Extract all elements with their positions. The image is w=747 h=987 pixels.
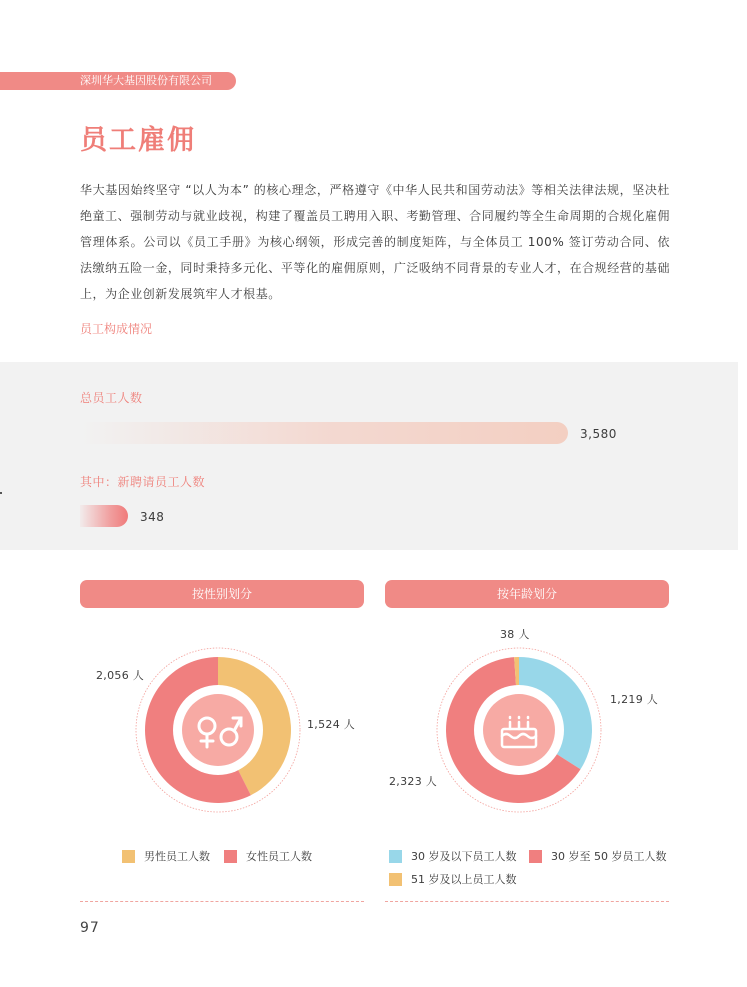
company-name-banner: 深圳华大基因股份有限公司 <box>0 72 236 90</box>
legend-text-over51: 51 岁及以上员工人数 <box>411 873 517 886</box>
under30-count-label: 1,219 人 <box>610 693 659 706</box>
male-count-label: 1,524 人 <box>307 718 356 731</box>
legend-swatch-over51 <box>389 873 402 886</box>
edge-mark <box>0 492 2 494</box>
mid-age-count-label: 2,323 人 <box>389 775 438 788</box>
new-hires-bar <box>80 505 128 527</box>
legend-swatch-male <box>122 850 135 863</box>
legend-female <box>224 848 312 864</box>
legend-text-female: 女性员工人数 <box>246 850 312 863</box>
page-number: 97 <box>80 920 100 936</box>
female-count-label: 2,056 人 <box>96 669 145 682</box>
gender-donut-chart <box>118 630 318 830</box>
donut-center <box>182 694 254 766</box>
legend-swatch-female <box>224 850 237 863</box>
age-donut-chart <box>419 630 619 830</box>
legend-swatch-under30 <box>389 850 402 863</box>
intro-paragraph: 华大基因始终坚守 “以人为本” 的核心理念，严格遵守《中华人民共和国劳动法》等相关法律法规，坚决杜绝童工、强制劳动与就业歧视，构建了覆盖员工聘用入职、考勤管理、合同履约等全生命周期的合规化雇佣管理体系。公司以《员工手册》为核心纲领，形成完善的制度矩阵，与全体员工 100% 签订劳动合同、依法缴纳五险一金，同时秉持多元化、平等化的雇佣原则，广泛吸纳不同背景的专业人才，在合规经营的基础上，为企业创新发展筑牢人才根基。 <box>80 183 670 301</box>
new-hires-label: 其中：新聘请员工人数 <box>80 475 206 489</box>
total-employees-label: 总员工人数 <box>80 391 143 405</box>
total-employees-bar <box>80 422 568 444</box>
section-heading: 员工构成情况 <box>80 322 153 336</box>
gender-panel-title: 按性别划分 <box>80 580 364 608</box>
over51-count-label: 38 人 <box>500 628 530 641</box>
age-panel-title: 按年龄划分 <box>385 580 669 608</box>
new-hires-value: 348 <box>140 510 165 524</box>
gender-panel-divider <box>80 901 364 902</box>
legend-male <box>122 848 210 864</box>
page-title: 员工雇佣 <box>80 125 196 156</box>
legend-under30 <box>389 848 517 864</box>
legend-swatch-mid-age <box>529 850 542 863</box>
legend-mid-age <box>529 848 666 864</box>
legend-over51 <box>389 871 517 887</box>
total-employees-value: 3,580 <box>580 427 617 441</box>
legend-text-male: 男性员工人数 <box>144 850 210 863</box>
legend-text-mid-age: 30 岁至 50 岁员工人数 <box>551 850 667 863</box>
age-panel-divider <box>385 901 669 902</box>
legend-text-under30: 30 岁及以下员工人数 <box>411 850 517 863</box>
